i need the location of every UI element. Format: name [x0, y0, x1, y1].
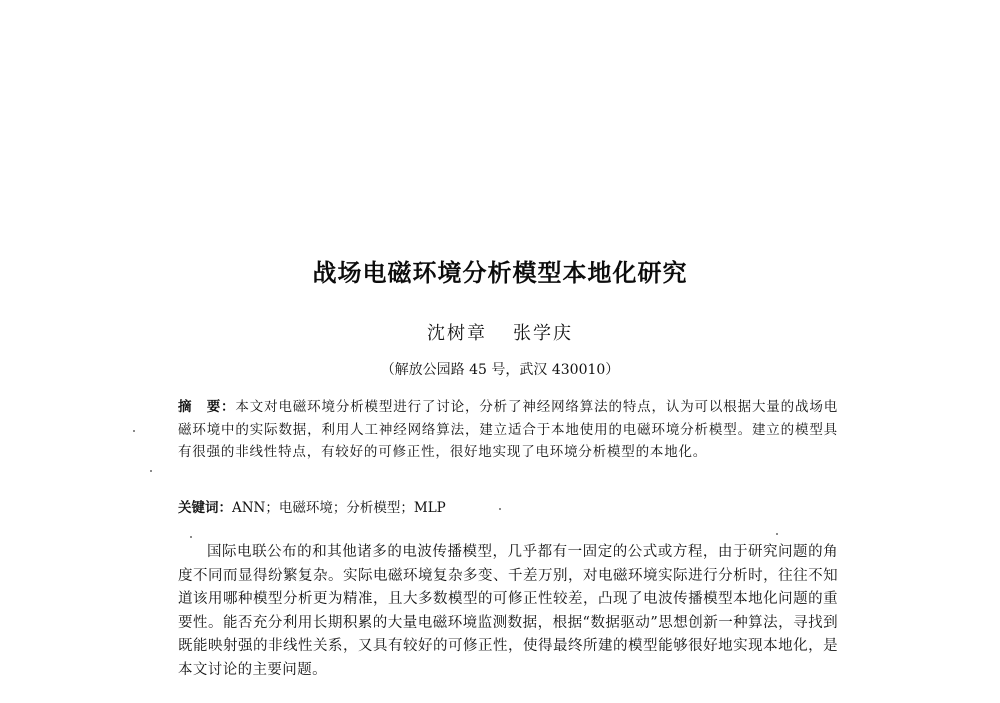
paper-title: 战场电磁环境分析模型本地化研究 [312, 259, 688, 287]
abstract-label: 摘 要： [178, 399, 236, 415]
keywords-text: ANN；电磁环境；分析模型；MLP [232, 500, 446, 516]
keywords [178, 498, 838, 518]
author-list [0, 319, 1000, 345]
scan-speck [776, 533, 778, 535]
affiliation: （解放公园路 45 号，武汉 430010） [380, 362, 620, 378]
keywords-label: 关键词： [178, 500, 232, 516]
scan-speck [190, 536, 192, 538]
scan-speck [133, 430, 135, 432]
abstract [178, 396, 838, 464]
author-name: 沈树章 [427, 323, 487, 344]
abstract-text: 本文对电磁环境分析模型进行了讨论，分析了神经网络算法的特点，认为可以根据大量的战场电磁环境中的实际数据，利用人工神经网络算法，建立适合于本地使用的电磁环境分析模型。建立的模型具有很强的非线性特点，有较好的可修正性，很好地实现了电环境分析模型的本地化。 [178, 399, 838, 460]
scan-speck [499, 508, 501, 510]
body-paragraph: 国际电联公布的和其他诸多的电波传播模型，几乎都有一固定的公式或方程，由于研究问题的角度不同而显得纷繁复杂。实际电磁环境复杂多变、千差万别，对电磁环境实际进行分析时，往往不知道该用哪种模型分析更为精准，且大多数模型的可修正性较差，凸现了电波传播模型本地化问题的重要性。能否充分利用长期积累的大量电磁环境监测数据，根据“数据驱动”思想创新一种算法，寻找到既能映射强的非线性关系，又具有较好的可修正性，使得最终所建的模型能够很好地实现本地化，是本文讨论的主要问题。 [178, 544, 838, 678]
author-name: 张学庆 [513, 323, 573, 344]
scan-speck [150, 470, 152, 472]
